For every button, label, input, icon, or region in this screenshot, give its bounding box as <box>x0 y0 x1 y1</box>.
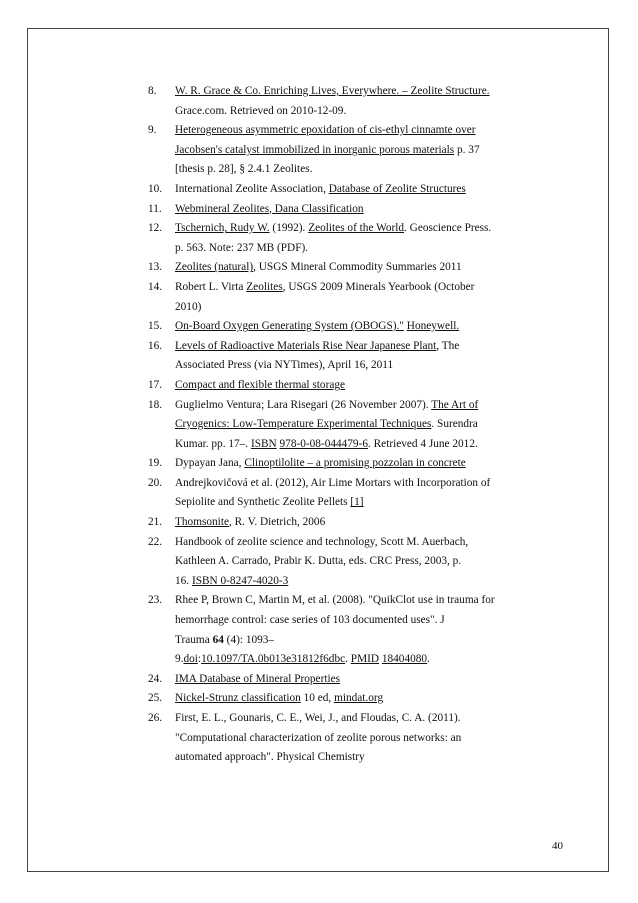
reference-link[interactable]: Cryogenics: Low-Temperature Experimental Techniques <box>175 418 432 431</box>
reference-segment: 10 ed, <box>300 692 335 705</box>
reference-number: 22. <box>148 535 163 548</box>
reference-segment: Sepiolite and Synthetic Zeolite Pellets <box>175 496 351 509</box>
reference-segment: . Geoscience Press. <box>404 222 492 235</box>
reference-volume: 64 <box>212 633 224 646</box>
reference-number: 25. <box>148 692 163 705</box>
reference-segment: Robert L. Virta <box>175 280 247 293</box>
reference-segment: [thesis p. 28], § 2.4.1 Zeolites. <box>175 163 313 176</box>
reference-link[interactable]: Zeolites of the World <box>308 222 405 235</box>
reference-text <box>175 533 568 592</box>
reference-segment: . Surendra <box>431 418 478 431</box>
reference-item <box>148 474 568 513</box>
reference-text <box>175 670 568 690</box>
reference-link[interactable]: Nickel-Strunz classification <box>175 692 301 705</box>
reference-link[interactable]: 10.1097/TA.0b013e31812f6dbc <box>201 653 346 666</box>
reference-text <box>175 513 568 533</box>
reference-text <box>175 219 568 258</box>
reference-link[interactable]: doi <box>183 653 198 666</box>
reference-text <box>175 278 568 317</box>
reference-text <box>175 180 568 200</box>
reference-number: 15. <box>148 320 163 333</box>
reference-item <box>148 121 568 180</box>
reference-text <box>175 337 568 376</box>
reference-link[interactable]: Heterogeneous asymmetric epoxidation of cis-ethyl cinnamte over <box>175 124 476 137</box>
reference-item <box>148 709 568 768</box>
reference-link[interactable]: Database of Zeolite Structures <box>328 182 466 195</box>
reference-item <box>148 219 568 258</box>
reference-item <box>148 670 568 690</box>
reference-link[interactable]: Zeolites (natural) <box>175 261 254 274</box>
reference-segment: Kathleen A. Carrado, Prabir K. Dutta, eds. CRC Press, 2003, p. <box>175 555 462 568</box>
reference-number: 23. <box>148 594 163 607</box>
reference-item <box>148 376 568 396</box>
reference-item <box>148 533 568 592</box>
reference-segment: First, E. L., Gounaris, C. E., Wei, J., and Floudas, C. A. (2011). <box>175 712 461 724</box>
reference-link[interactable]: Honeywell. <box>406 320 460 333</box>
reference-text <box>175 709 568 768</box>
reference-number: 20. <box>148 476 163 489</box>
reference-number: 11. <box>148 202 162 215</box>
reference-number: 26. <box>148 712 163 724</box>
reference-segment: 2010) <box>175 300 202 313</box>
reference-link[interactable]: ISBN <box>250 437 277 450</box>
reference-segment: Andrejkovičová et al. (2012), Air Lime Mortars with Incorporation of <box>175 476 491 489</box>
reference-number: 18. <box>148 398 163 411</box>
reference-segment: , R. V. Dietrich, 2006 <box>228 516 326 529</box>
reference-item <box>148 317 568 337</box>
reference-segment: , USGS 2009 Minerals Yearbook (October <box>282 280 475 293</box>
reference-link[interactable]: Zeolites <box>246 280 283 293</box>
reference-segment: Kumar. pp. 17–. <box>175 437 251 450</box>
reference-number: 17. <box>148 378 163 391</box>
reference-number: 12. <box>148 222 163 235</box>
reference-item <box>148 689 568 709</box>
reference-item <box>148 180 568 200</box>
reference-number: 21. <box>148 516 163 529</box>
reference-item <box>148 337 568 376</box>
reference-segment: (1992). <box>269 222 309 235</box>
reference-segment: , The <box>436 339 460 352</box>
reference-segment: Dypayan Jana, <box>175 457 245 470</box>
reference-link[interactable]: On-Board Oxygen Generating System (OBOGS)." <box>175 320 404 333</box>
reference-link[interactable]: 978-0-08-044479-6 <box>279 437 368 450</box>
reference-item <box>148 82 568 121</box>
reference-segment: . <box>427 653 430 666</box>
reference-link[interactable]: Clinoptilolite – a promising pozzolan in concrete <box>244 457 466 470</box>
reference-segment: "Computational characterization of zeolite porous networks: an <box>175 731 462 744</box>
reference-segment: Trauma <box>175 633 213 646</box>
reference-link[interactable]: Compact and flexible thermal storage <box>175 378 346 391</box>
reference-number: 8. <box>148 85 157 97</box>
reference-text <box>175 591 568 669</box>
reference-item <box>148 396 568 455</box>
reference-segment: . Retrieved 4 June 2012. <box>368 437 478 450</box>
reference-segment: hemorrhage control: case series of 103 documented uses". J <box>175 614 445 627</box>
reference-link[interactable]: 18404080 <box>381 653 428 666</box>
reference-segment: International Zeolite Association, <box>175 182 329 195</box>
reference-text <box>175 258 568 278</box>
reference-segment: Guglielmo Ventura; Lara Risegari (26 November 2007). <box>175 398 432 411</box>
reference-text <box>175 121 568 180</box>
reference-link[interactable]: Webmineral Zeolites, Dana Classification <box>175 202 364 215</box>
reference-segment: : <box>197 653 202 666</box>
reference-link[interactable]: ISBN 0-8247-4020-3 <box>191 574 289 587</box>
reference-item <box>148 513 568 533</box>
reference-segment: (4): 1093– <box>223 633 275 646</box>
reference-number: 9. <box>148 124 157 137</box>
reference-text <box>175 396 568 455</box>
reference-text <box>175 376 568 396</box>
page-number: 40 <box>552 840 563 852</box>
reference-list <box>148 82 568 768</box>
reference-segment: p. 37 <box>454 143 480 156</box>
reference-link[interactable]: Thomsonite <box>175 516 229 529</box>
reference-text <box>175 317 568 337</box>
reference-item <box>148 200 568 220</box>
reference-segment: 9. <box>175 653 184 666</box>
reference-segment: Grace.com. Retrieved on 2010-12-09. <box>175 104 347 117</box>
reference-link[interactable]: The Art of <box>431 398 479 411</box>
reference-link[interactable]: W. R. Grace & Co. Enriching Lives, Everywhere. – Zeolite Structure. <box>175 85 490 97</box>
reference-segment: p. 563. Note: 237 MB (PDF). <box>175 241 309 254</box>
reference-item <box>148 278 568 317</box>
reference-link[interactable]: Levels of Radioactive Materials Rise Near Japanese Plant <box>175 339 437 352</box>
reference-segment: 16. <box>175 574 192 587</box>
reference-number: 14. <box>148 280 163 293</box>
reference-link[interactable]: PMID <box>350 653 380 666</box>
reference-segment: Handbook of zeolite science and technology, Scott M. Auerbach, <box>175 535 469 548</box>
reference-link[interactable]: Jacobsen's catalyst immobilized in inorganic porous materials <box>175 143 455 156</box>
reference-link[interactable]: [1] <box>350 496 364 509</box>
reference-text <box>175 454 568 474</box>
reference-link[interactable]: mindat.org <box>334 692 384 705</box>
reference-segment: automated approach". Physical Chemistry <box>175 751 365 764</box>
reference-link[interactable]: IMA Database of Mineral Properties <box>175 672 341 685</box>
reference-text <box>175 474 568 513</box>
reference-item <box>148 454 568 474</box>
reference-segment: . <box>345 653 351 666</box>
reference-number: 16. <box>148 339 163 352</box>
reference-text <box>175 82 568 121</box>
reference-number: 13. <box>148 261 163 274</box>
reference-segment: Rhee P, Brown C, Martin M, et al. (2008). "QuikClot use in trauma for <box>175 594 495 607</box>
reference-number: 10. <box>148 182 163 195</box>
reference-text <box>175 689 568 709</box>
reference-text <box>175 200 568 220</box>
reference-number: 24. <box>148 672 163 685</box>
reference-item <box>148 258 568 278</box>
reference-number: 19. <box>148 457 163 470</box>
reference-segment: , USGS Mineral Commodity Summaries 2011 <box>253 261 462 274</box>
reference-segment: Associated Press (via NYTimes), April 16, 2011 <box>175 359 394 372</box>
reference-item <box>148 591 568 669</box>
reference-link[interactable]: Tschernich, Rudy W. <box>175 222 270 235</box>
